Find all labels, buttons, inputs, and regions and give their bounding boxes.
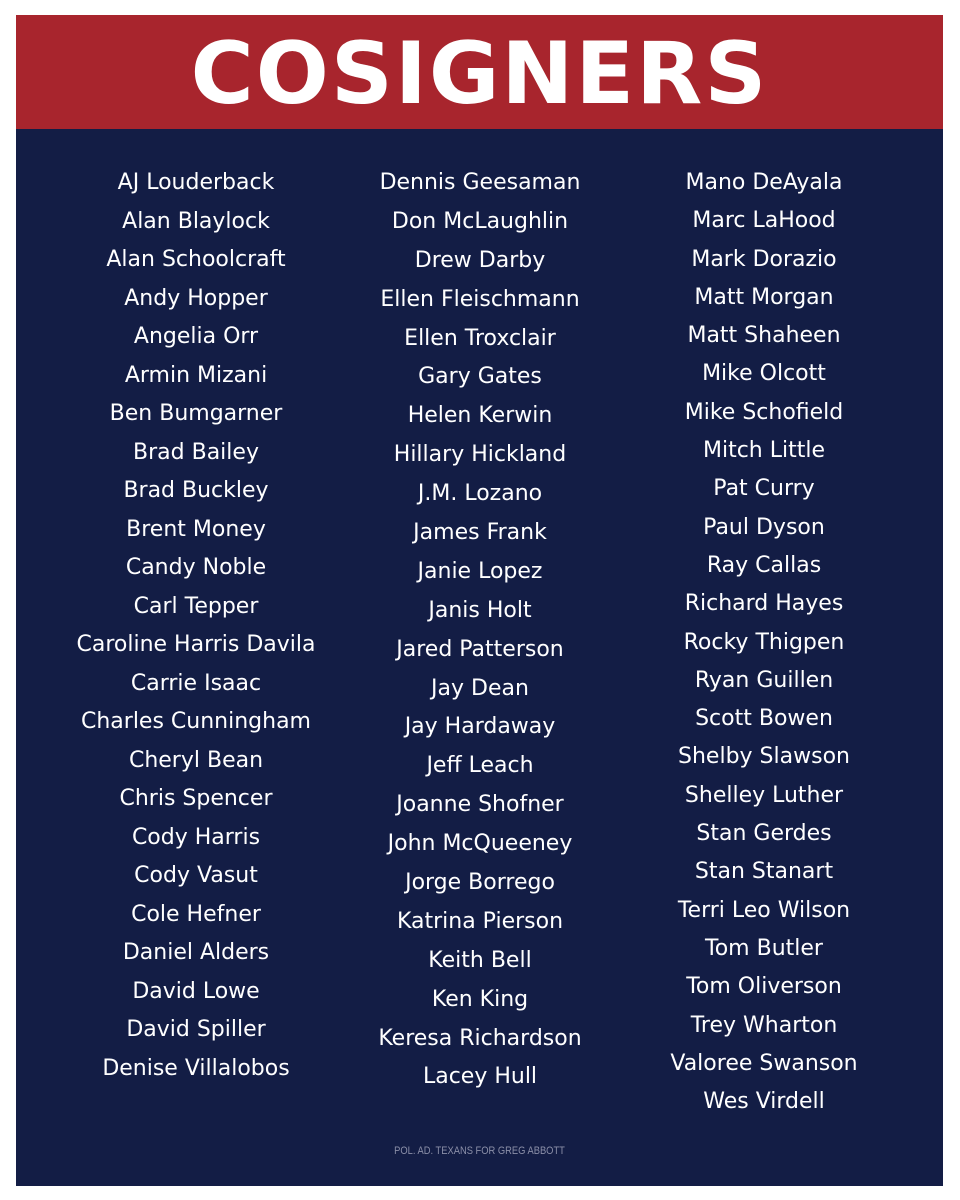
political-ad-disclaimer: POL. AD. TEXANS FOR GREG ABBOTT [394,1145,565,1157]
title-banner [16,15,943,129]
cosigner-name: Angelia Orr [133,324,259,349]
cosigner-name: David Lowe [132,978,260,1004]
cosigner-name: Shelby Slawson [678,744,850,770]
cosigner-name: Shelley Luther [684,782,844,808]
cosigner-name: Daniel Alders [122,940,270,965]
cosigner-name: Jeff Leach [426,753,534,779]
cosigner-name: Helen Kerwin [407,403,553,429]
cosigner-name: Jorge Borrego [405,870,555,896]
cosigner-name: Pat Curry [713,476,815,502]
cosigner-name: J.M. Lozano [417,481,543,507]
cosigner-name: Ray Callas [706,552,822,578]
cosigner-name: Cody Harris [131,824,261,850]
cosigner-name: Matt Morgan [694,284,834,310]
cosigner-name: Matt Shaheen [687,323,841,349]
cosigner-name: Hillary Hickland [393,442,567,468]
cosigner-name: Marc LaHood [692,208,836,234]
cosigner-name: David Spiller [126,1017,266,1042]
cosigner-name: Tom Butler [705,935,823,961]
cosigner-name: Gary Gates [418,364,542,390]
cosigner-name: Terri Leo Wilson [677,897,851,923]
cosigner-name: Jay Hardaway [404,714,556,740]
cosigner-name: Valoree Swanson [670,1050,858,1076]
cosigner-name: AJ Louderback [117,170,275,195]
cosigner-name: Carl Tepper [133,593,259,619]
cosigner-name: Don McLaughlin [391,208,569,234]
cosigner-name: Jay Dean [431,675,529,701]
cosigner-name: Ellen Fleischmann [380,286,580,312]
cosigner-name: Wes Virdell [703,1089,825,1115]
cosigner-name: Cole Hefner [131,901,261,927]
cosigner-name: Carrie Isaac [130,670,262,696]
cosigner-name: Alan Schoolcraft [106,247,286,272]
names-column-3 [614,172,914,1129]
cosigner-name: Tom Oliverson [686,974,842,1000]
cosigner-name: Katrina Pierson [396,908,564,934]
cosigner-name: Candy Noble [125,555,267,580]
cosigner-name: Brad Bailey [133,439,259,465]
cosigner-name: Ben Bumgarner [109,401,283,426]
cosigner-name: Brad Buckley [123,478,269,503]
cosigner-name: Paul Dyson [703,514,825,540]
cosigner-name: Ken King [431,986,529,1012]
cosigner-name: Brent Money [126,516,266,542]
cosigner-name: Mano DeAyala [685,170,843,195]
cosigner-name: Caroline Harris Davila [76,632,316,657]
cosigner-name: Chris Spencer [119,786,273,811]
cosigner-name: Mitch Little [702,438,826,464]
cosigner-name: Armin Mizani [124,362,268,388]
cosigner-name: Alan Blaylock [122,208,270,234]
cosigners-card [16,15,943,1186]
cosigner-name: John McQueeney [387,831,573,857]
cosigner-name: James Frank [413,520,547,546]
cosigner-name: Scott Bowen [695,706,833,732]
cosigner-name: Stan Stanart [694,859,834,885]
cosigner-name: Keith Bell [428,947,532,973]
cosigner-name: Stan Gerdes [696,821,832,847]
cosigner-name: Cheryl Bean [128,747,264,773]
cosigner-name: Cody Vasut [134,863,258,888]
cosigner-name: Charles Cunningham [80,709,311,734]
cosigner-name: Andy Hopper [124,285,268,311]
cosigner-name: Keresa Richardson [378,1025,582,1051]
cosigner-name: Denise Villalobos [102,1055,290,1081]
cosigner-name: Janis Holt [428,597,532,623]
names-column-1 [46,172,346,1096]
cosigner-name: Richard Hayes [684,591,844,617]
cosigner-name: Dennis Geesaman [379,170,581,195]
cosigner-name: Mike Olcott [702,361,826,387]
names-grid [16,172,943,1132]
cosigner-name: Drew Darby [414,247,546,273]
cosigner-name: Joanne Shofner [396,792,564,818]
cosigner-name: Mike Schofield [684,399,844,425]
cosigner-name: Jared Patterson [396,636,564,662]
cosigner-name: Rocky Thigpen [683,629,845,655]
cosigner-name: Ryan Guillen [694,667,834,693]
page-title: COSIGNERS [190,24,769,124]
cosigner-name: Lacey Hull [422,1064,538,1090]
cosigner-name: Mark Dorazio [691,246,837,272]
cosigner-name: Ellen Troxclair [404,325,556,351]
names-column-2 [330,172,630,1105]
cosigner-name: Janie Lopez [417,558,543,584]
cosigner-name: Trey Wharton [690,1012,838,1038]
